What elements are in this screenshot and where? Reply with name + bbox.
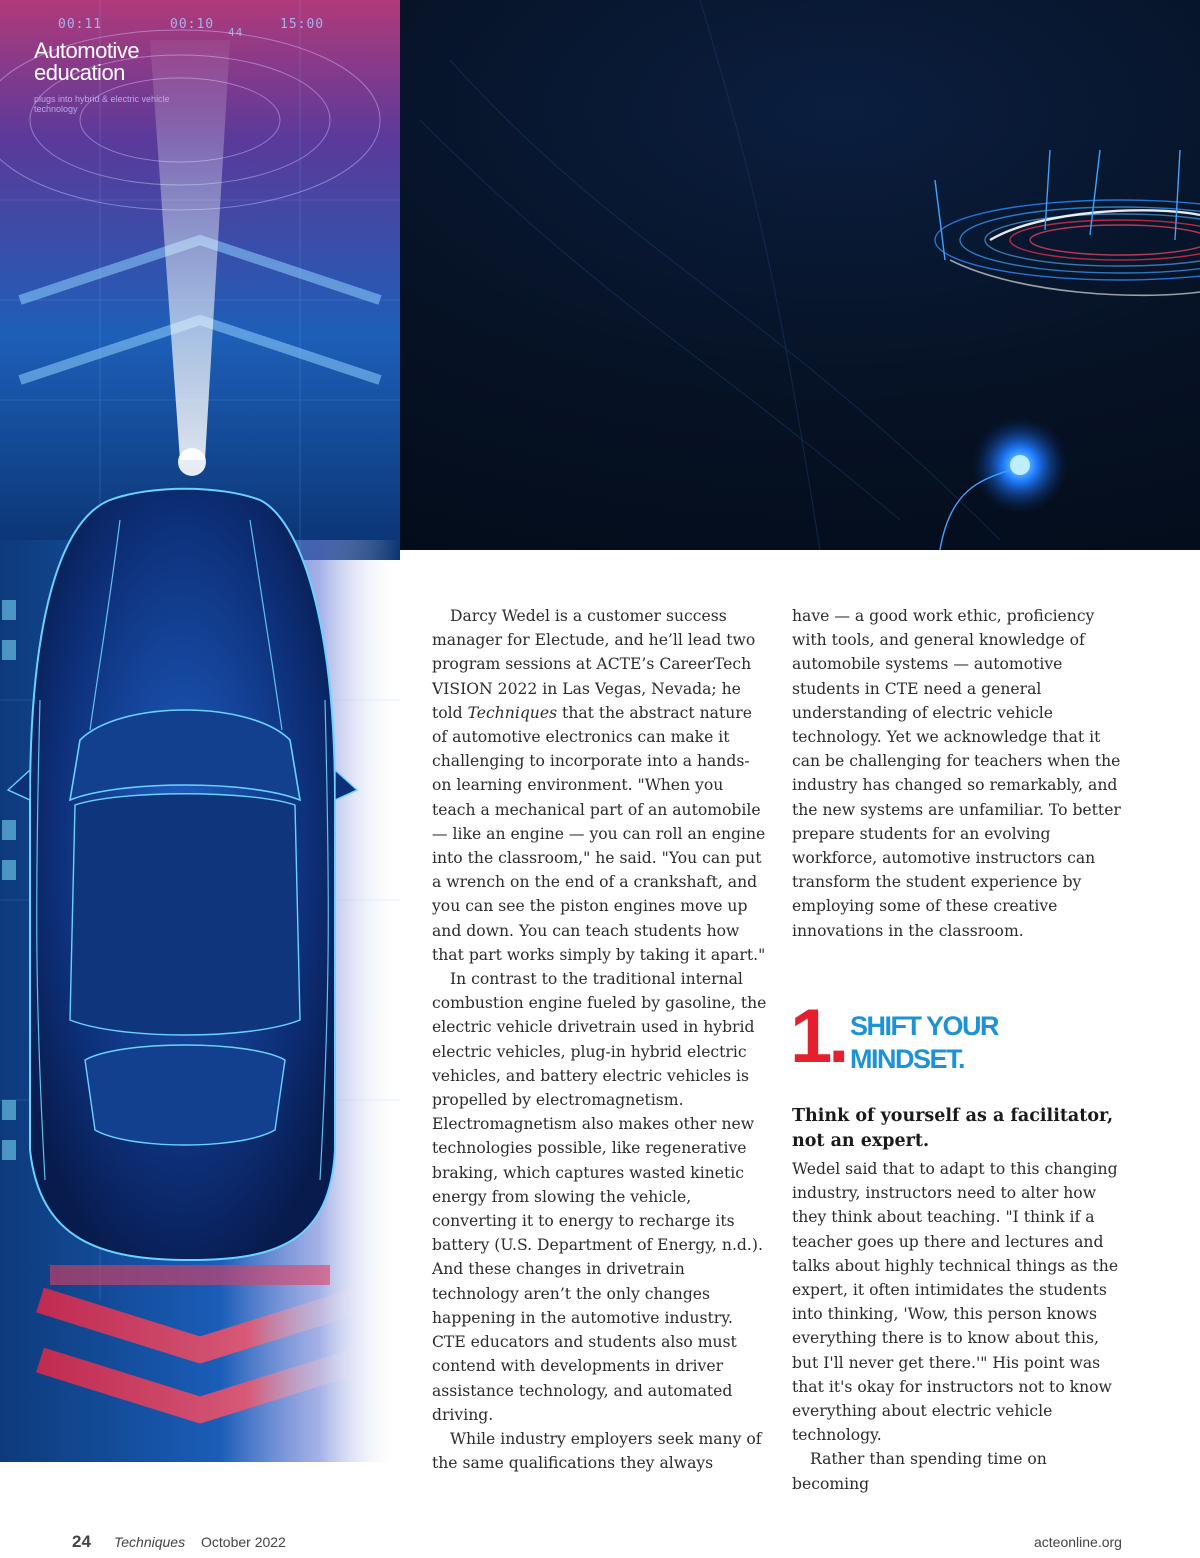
website-link[interactable]: acteonline.org [1034, 1534, 1122, 1550]
timecode: 00:11 [58, 17, 103, 32]
section-title: Automotive education [34, 38, 140, 85]
paragraph-text: that the abstract nature of automotive electronics can make it challenging to incorporate into a hands-on learning environment. "When you teach a mechanical part of an automobile — like an engine — you can roll an engine into the classroom," he said. "You can put a wrench on the end of a crankshaft, and you can see the piston engines move up and down. You can teach students how that part works simply by taking it apart." [432, 703, 766, 964]
section-subhead: Think of yourself as a facilitator, not an expert. [792, 1106, 1114, 1151]
paragraph: While industry employers seek many of the same qualifications they always [432, 1429, 762, 1473]
timecode: 00:10 [170, 17, 215, 32]
paragraph: Rather than spending time on becoming [792, 1450, 1047, 1493]
car-illustration [0, 0, 400, 1462]
paragraph-text: Darcy Wedel is a customer success manager for Electude, and he’ll lead two program sessions at ACTE’s CareerTech VISION 2022 in Las Vegas, Nevada; he told [432, 607, 756, 722]
page-number: 24 [72, 1532, 91, 1551]
article-column-2-continued [792, 1157, 1128, 1496]
timecode: 15:00 [280, 17, 325, 32]
section-number: 1. [790, 994, 846, 1079]
article-column-2 [792, 604, 1128, 943]
section-headline: SHIFT YOUR MINDSET. [850, 1011, 999, 1074]
paragraph: In contrast to the traditional internal combustion engine fueled by gasoline, the electric vehicle drivetrain used in hybrid electric vehicles, plug-in hybrid electric vehicles, and battery electric vehicles is propelled by electromagnetism. Electromagnetism also makes other new technologies possible, like regenerative braking, which captures wasted kinetic energy from slowing the vehicle, converting it to energy to recharge its battery (U.S. Department of Energy, n.d.). And these changes in drivetrain technology aren’t the only changes happening in the automotive industry. CTE educators and students also must contend with developments in driver assistance technology, and automated driving. [432, 970, 767, 1424]
magazine-name: Techniques [467, 703, 558, 722]
issue-date: October 2022 [201, 1534, 286, 1550]
timecode: 44 [228, 26, 244, 39]
paragraph: Wedel said that to adapt to this changing industry, instructors need to alter how they think about teaching. "I think if a teacher goes up there and lectures and talks about highly technical things as the expert, it often intimidates the students into thinking, 'Wow, this person knows everything there is to know about this, but I'll never get there.'" His point was that it's okay for instructors not to know everything about electric vehicle technology. [792, 1160, 1119, 1445]
article-column-1 [432, 604, 768, 1475]
paragraph [432, 604, 768, 967]
section-subtitle: plugs into hybrid & electric vehicle technology [34, 94, 170, 114]
magazine-name: Techniques [114, 1534, 186, 1550]
paragraph: have — a good work ethic, proficiency with tools, and general knowledge of automobile systems — automotive students in CTE need a general understanding of electric vehicle technology. Yet we acknowledge that it can be challenging for teachers when the industry has changed so remarkably, and the new systems are unfamiliar. To better prepare students for an evolving workforce, automotive instructors can transform the student experience by employing some of these creative innovations in the classroom. [792, 607, 1121, 940]
